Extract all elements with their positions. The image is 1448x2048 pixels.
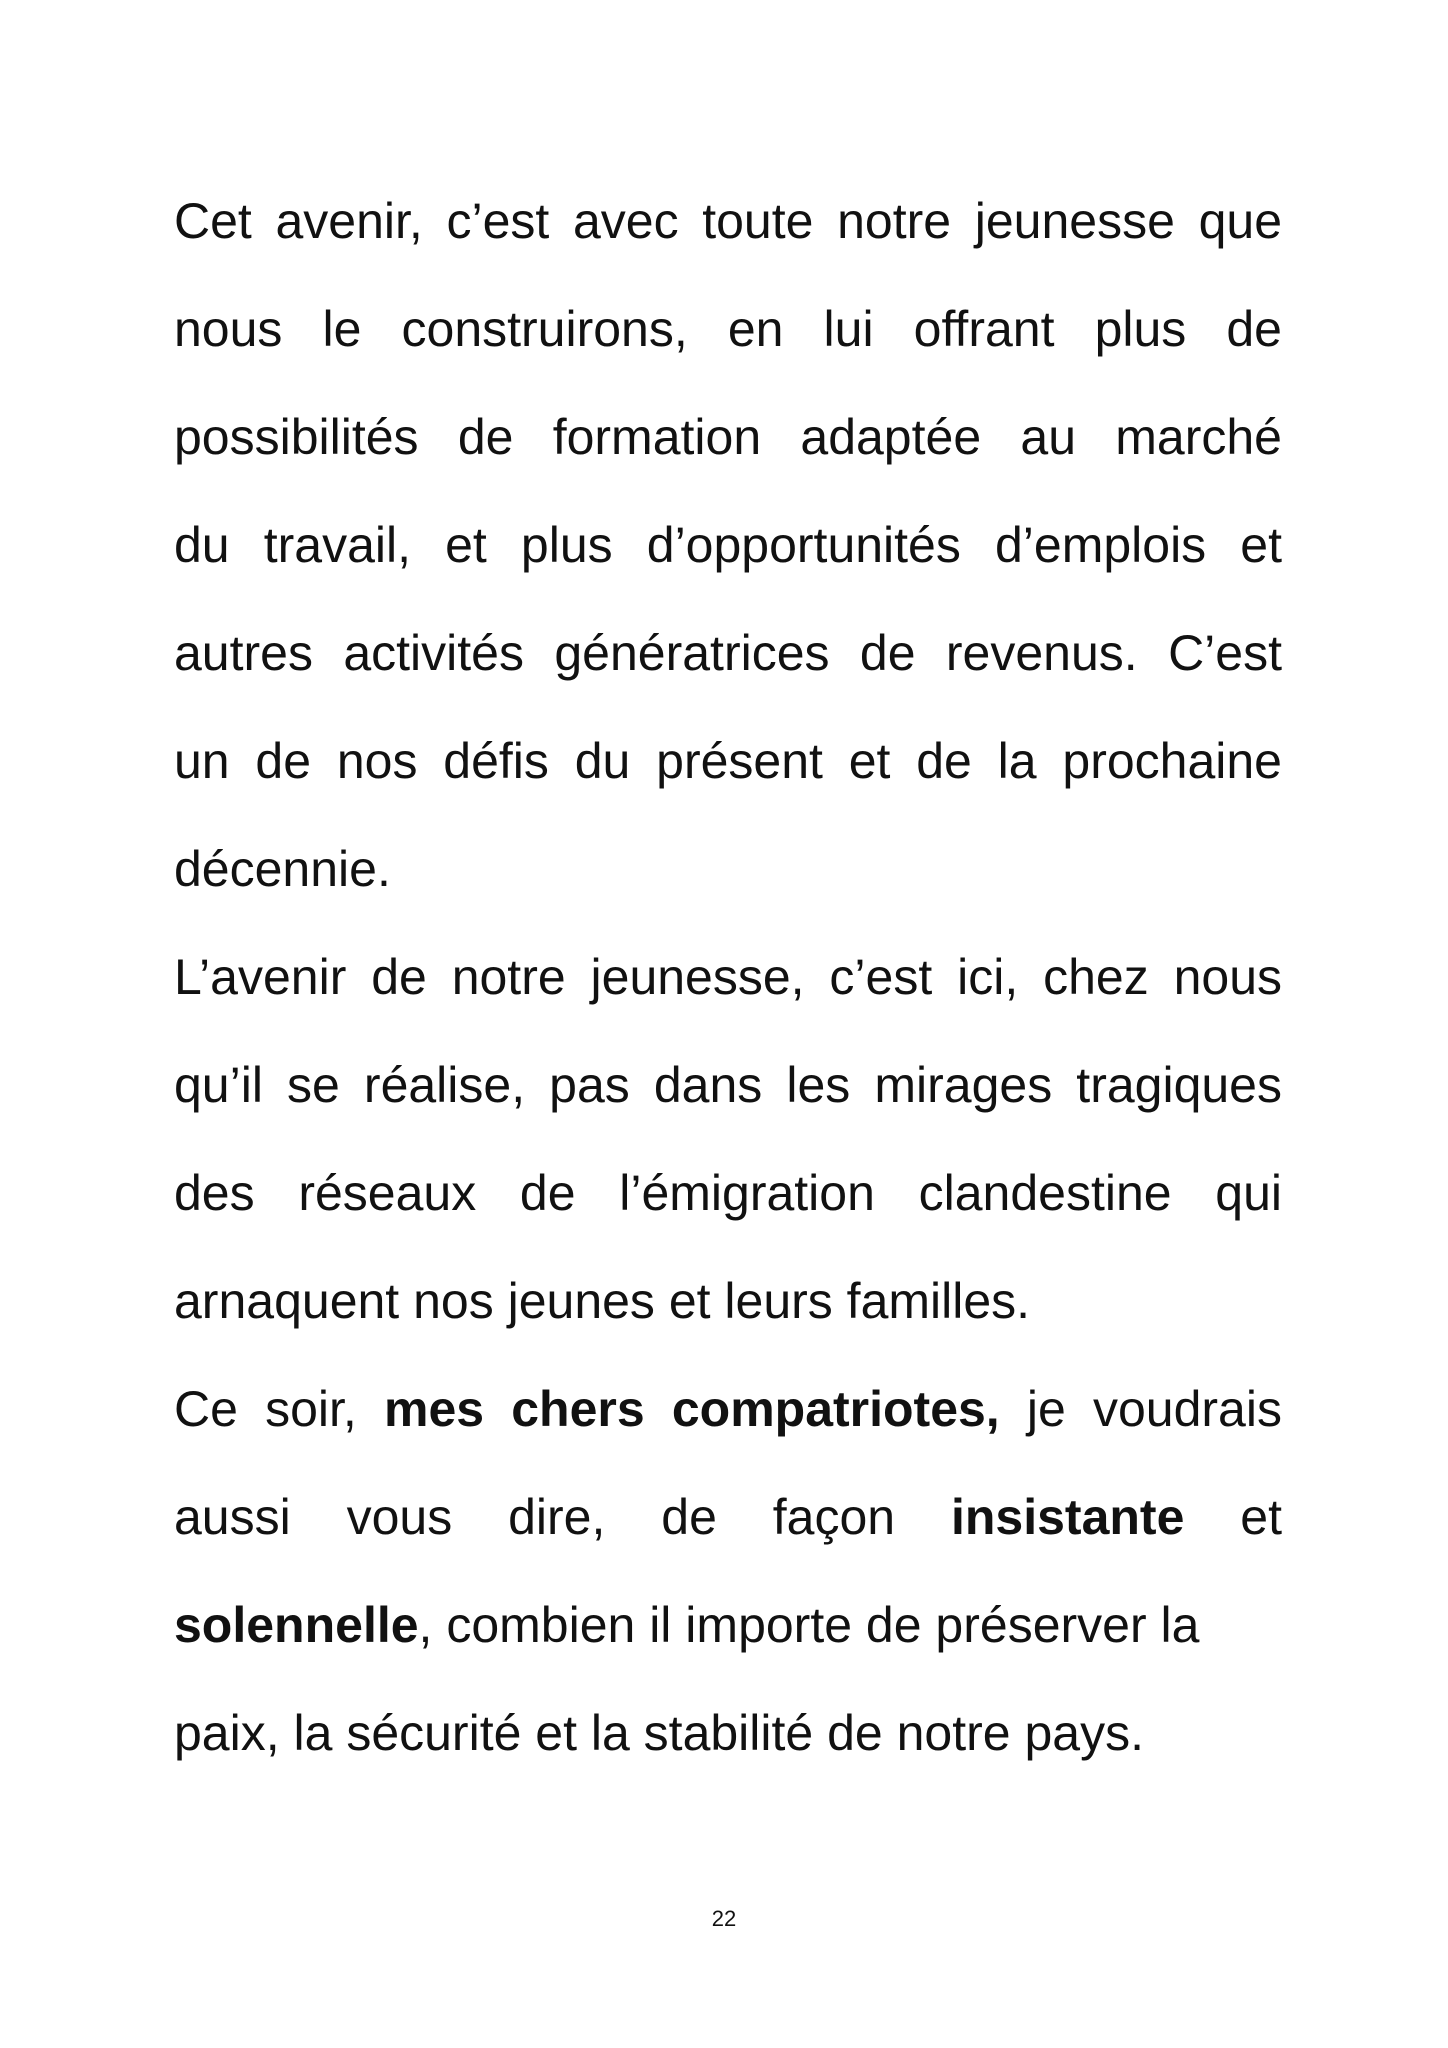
text-line: du travail, et plus d’opportunités d’emplois et [174, 517, 1282, 573]
text-line [174, 1355, 1282, 1463]
text-line: des réseaux de l’émigration clandestine qui [174, 1165, 1282, 1221]
paragraph-peace [174, 1355, 1282, 1787]
text-line: Cet avenir, c’est avec toute notre jeunesse que [174, 193, 1282, 249]
bold-text: insistante [950, 1489, 1185, 1545]
text-line: arnaquent nos jeunes et leurs familles. [174, 1273, 1031, 1329]
text-segment: je voudrais [1026, 1381, 1282, 1437]
bold-text: solennelle [174, 1597, 419, 1653]
text-segment: Ce soir, [174, 1381, 357, 1437]
text-line: qu’il se réalise, pas dans les mirages tragiques [174, 1057, 1282, 1113]
text-segment: , combien il importe de préserver la [418, 1597, 1200, 1653]
text-segment: et [1240, 1489, 1282, 1545]
text-line [174, 1571, 1282, 1679]
text-line: L’avenir de notre jeunesse, c’est ici, chez nous [174, 949, 1282, 1005]
text-line: nous le construirons, en lui offrant plus de [174, 301, 1282, 357]
text-segment: aussi vous dire, de façon [174, 1489, 896, 1545]
text-line: autres activités génératrices de revenus. C’est [174, 625, 1282, 681]
paragraph-emigration [174, 923, 1282, 1355]
text-line: possibilités de formation adaptée au marché [174, 409, 1282, 465]
paragraph-youth-future [174, 167, 1282, 923]
text-line: paix, la sécurité et la stabilité de notre pays. [174, 1705, 1144, 1761]
bold-text: mes chers compatriotes, [383, 1381, 1000, 1437]
text-line [174, 1463, 1282, 1571]
text-line: décennie. [174, 841, 391, 897]
text-line: un de nos défis du présent et de la prochaine [174, 733, 1282, 789]
body-text [174, 167, 1282, 1787]
page-number: 22 [711, 1906, 737, 1931]
